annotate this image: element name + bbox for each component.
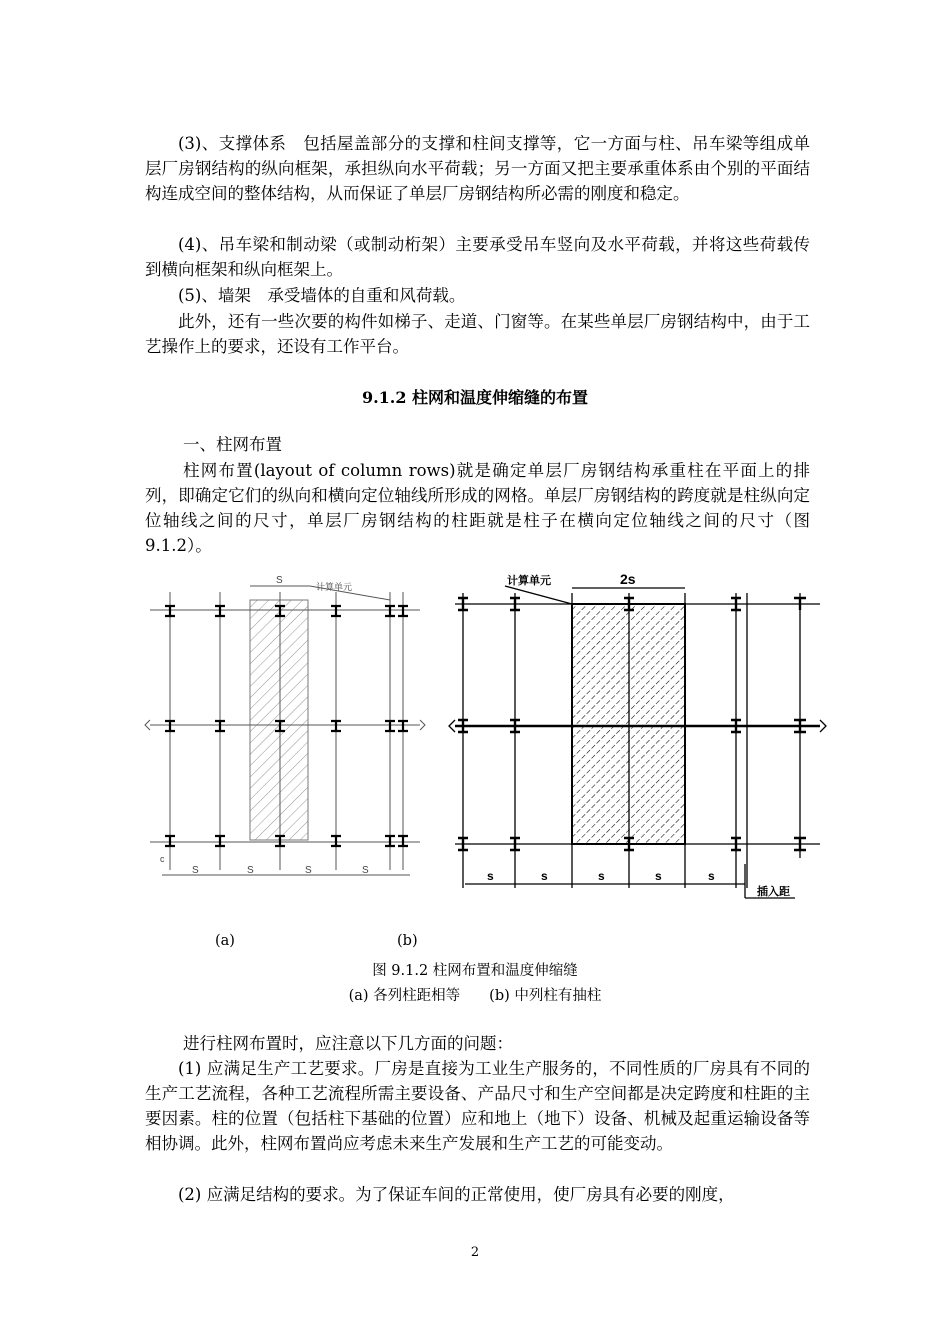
figure-b-unit-label: 计算单元	[507, 575, 551, 587]
paragraph-grid-issues-intro: 进行柱网布置时，应注意以下几方面的问题：	[183, 1034, 513, 1053]
paragraph-bracing-system: (3)、支撑体系 包括屋盖部分的支撑和柱间支撑等，它一方面与柱、吊车梁等组成单层厂房钢结构的纵向框架，承担纵向水平荷载；另一方面又把主要承重体系由个别的平面结构连成空间的整体结构，从而保证了单层厂房钢结构所必需的刚度和稳定。	[145, 134, 810, 203]
figure-caption-title: 图 9.1.2 柱网布置和温度伸缩缝	[372, 963, 578, 979]
paragraph-wall-frame: (5)、墙架 承受墙体的自重和风荷载。	[178, 286, 466, 305]
figure-b-column-grid-diagram	[445, 568, 830, 908]
paragraph-column-grid: 柱网布置(layout of column rows)就是确定单层厂房钢结构承重柱在平面上的排列，即确定它们的纵向和横向定位轴线所形成的网格。单层厂房钢结构的跨度就是柱纵向定位轴线之间的尺寸，单层厂房钢结构的柱距就是柱子在横向定位轴线之间的尺寸（图 9.1.2）。	[145, 461, 810, 555]
figure-a-unit-label: 计算单元	[316, 582, 353, 592]
figure-b-dim-3: s	[598, 869, 605, 883]
figure-b-dim-2: s	[541, 869, 548, 883]
figure-b-top-dim: 2s	[620, 571, 636, 587]
section-heading: 9.1.2 柱网和温度伸缩缝的布置	[361, 388, 589, 407]
paragraph-process-requirements: (1) 应满足生产工艺要求。厂房是直接为工业生产服务的，不同性质的厂房具有不同的生产工艺流程，各种工艺流程所需主要设备、产品尺寸和生产空间都是决定跨度和柱距的主要因素。柱的位置（包括柱下基础的位置）应和地上（地下）设备、机械及起重运输设备等相协调。此外，柱网布置尚应考虑未来生产发展和生产工艺的可能变动。	[145, 1059, 810, 1153]
figure-b-dim-5: s	[708, 869, 715, 883]
paragraph-structural-requirements: (2) 应满足结构的要求。为了保证车间的正常使用，使厂房具有必要的刚度，	[178, 1185, 735, 1204]
figure-label-a: (a)	[215, 933, 235, 949]
figure-b-dim-4: s	[655, 869, 662, 883]
figure-a-top-dim: S	[276, 575, 283, 586]
paragraph-secondary-members: 此外，还有一些次要的构件如梯子、走道、门窗等。在某些单层厂房钢结构中，由于工艺操作上的要求，还设有工作平台。	[145, 312, 810, 356]
figure-a-dim-4: S	[362, 865, 369, 876]
figure-a-dim-2: S	[247, 865, 254, 876]
figure-a-dim-1: S	[192, 865, 199, 876]
paragraph-crane-beam: (4)、吊车梁和制动梁（或制动桁架）主要承受吊车竖向及水平荷载，并将这些荷载传到横向框架和纵向框架上。	[145, 235, 810, 279]
figure-a-column-grid-diagram	[140, 570, 430, 890]
figure-label-b: (b)	[397, 933, 418, 949]
figure-caption-subtitle: (a) 各列柱距相等 (b) 中列柱有抽柱	[348, 988, 602, 1004]
figure-b-dim-1: s	[487, 869, 494, 883]
page-number: 2	[470, 1245, 480, 1260]
figure-a-small-label: c	[160, 854, 165, 864]
subheading-column-grid: 一、柱网布置	[183, 435, 282, 454]
figure-a-dim-3: S	[305, 865, 312, 876]
figure-b-insert-label: 插入距	[757, 886, 790, 898]
